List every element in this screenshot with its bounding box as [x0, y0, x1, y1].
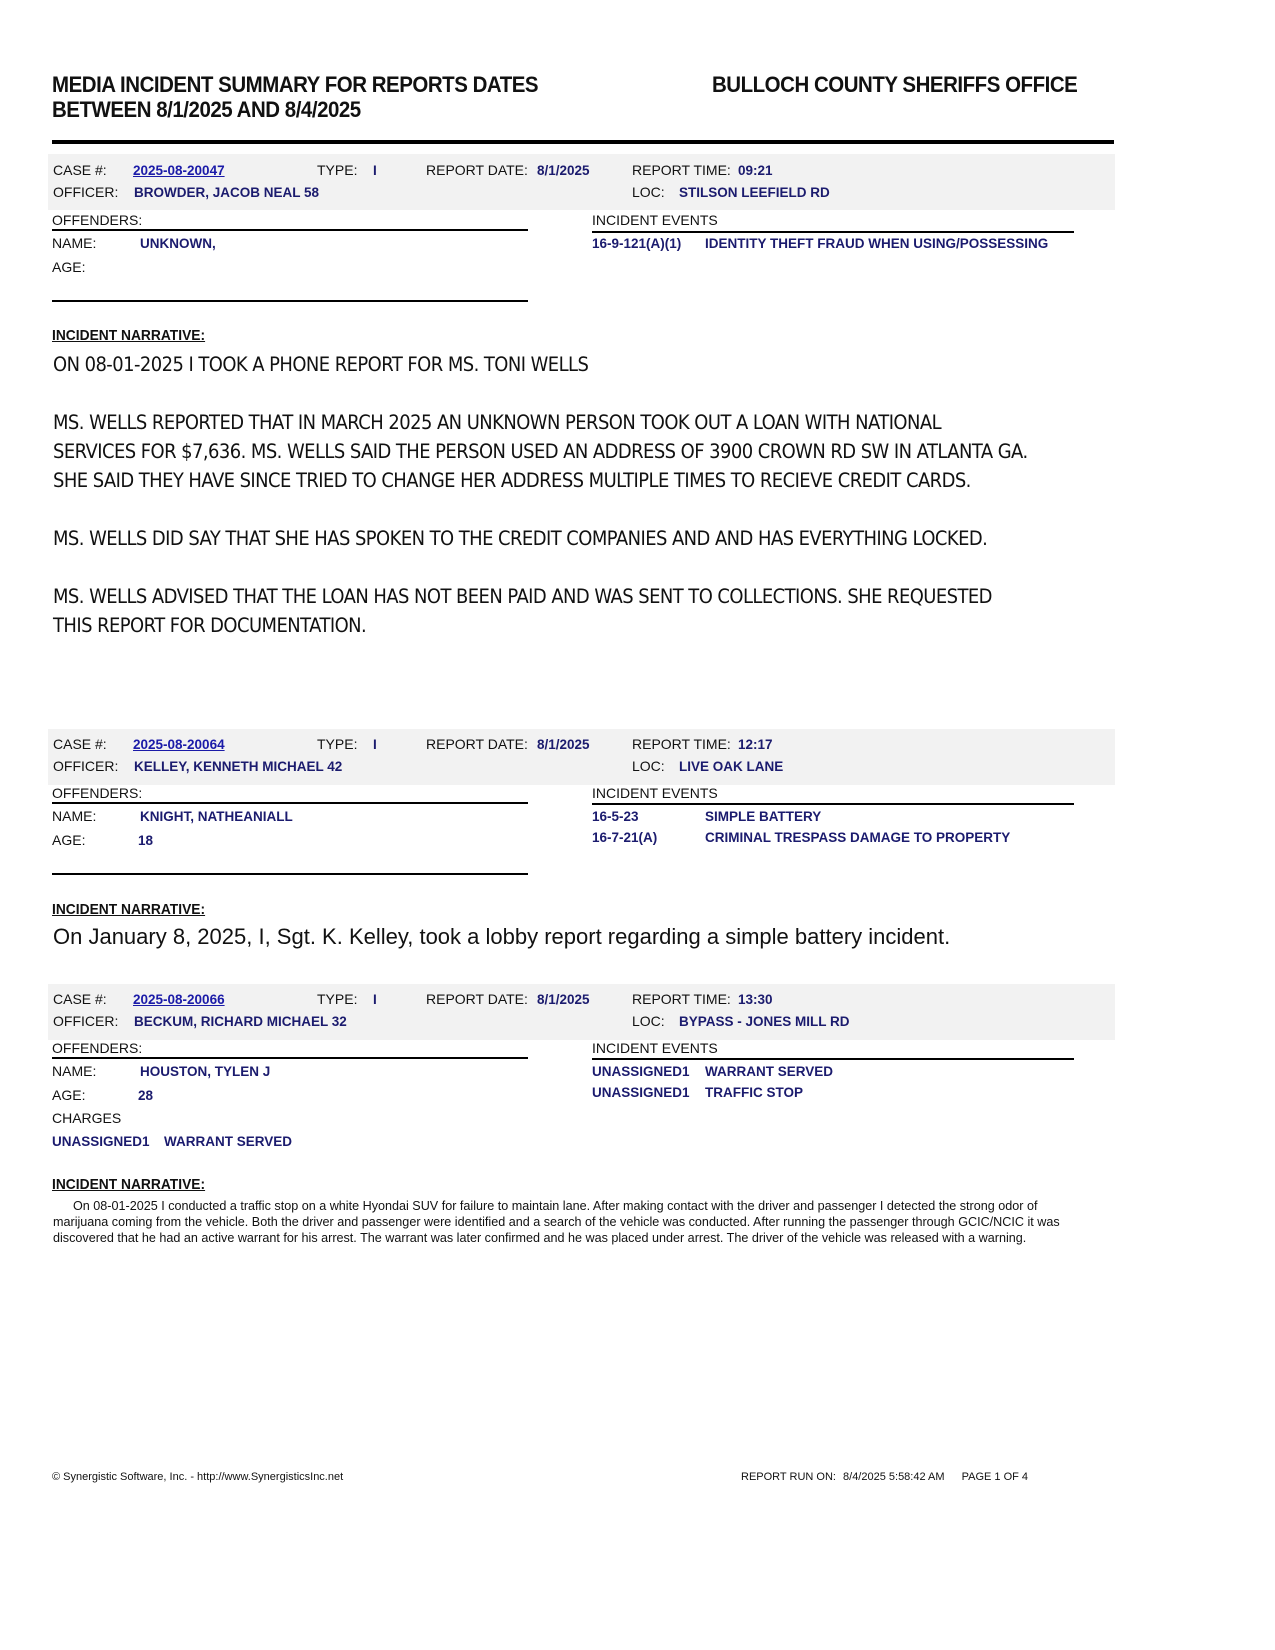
narrative-text: ON 08-01-2025 I TOOK A PHONE REPORT FOR MS. TONI WELLS MS. WELLS REPORTED THAT IN MARCH 2025 AN UNKNOWN PERSON TOOK OUT A LOAN WITH NATIONAL SERVICES FOR $7,636. MS. WELLS SAID THE PERSON USED AN ADDRESS OF 3900 CROWN RD SW IN ATLANTA GA. SHE SAID THEY HAVE SINCE TRIED TO CHANGE HER ADDRESS MULTIPLE TIMES TO RECIEVE CREDIT CARDS. MS. WELLS DID SAY THAT SHE HAS SPOKEN TO THE CREDIT COMPANIES AND AND HAS EVERYTHING LOCKED. MS. WELLS ADVISED THAT THE LOAN HAS NOT BEEN PAID AND WAS SENT TO COLLECTIONS. SHE REQUESTED THIS REPORT FOR DOCUMENTATION. — [53, 353, 1028, 637]
officer-value: BECKUM, RICHARD MICHAEL 32 — [134, 1014, 347, 1029]
report-date-label: REPORT DATE: — [426, 162, 528, 178]
report-time-label: REPORT TIME: — [632, 162, 731, 178]
type-label: TYPE: — [317, 736, 358, 752]
narrative-text: On 08-01-2025 I conducted a traffic stop on a white Hyondai SUV for failure to maintain lane. After making contact with the driver and passenger I detected the strong odor of marijuana coming from the vehicle. Both the driver and passenger were identified and a search of the vehicle was conducted. After running the passenger through GCIC/NCIC it was discovered that he had an active warrant for his arrest. The warrant was later confirmed and he was placed under arrest. The driver of the vehicle was released with a warning. — [53, 1199, 1060, 1245]
offenders-heading: OFFENDERS: — [52, 785, 143, 801]
offender-name-value: HOUSTON, TYLEN J — [140, 1064, 271, 1079]
case-number-link[interactable]: 2025-08-20047 — [133, 163, 225, 178]
officer-label: OFFICER: — [53, 758, 119, 774]
report-run-label: REPORT RUN ON: — [741, 1471, 836, 1483]
location-value: BYPASS - JONES MILL RD — [679, 1014, 850, 1029]
report-time-value: 12:17 — [738, 737, 773, 752]
narrative-heading: INCIDENT NARRATIVE: — [52, 901, 206, 918]
case-number-link[interactable]: 2025-08-20066 — [133, 992, 225, 1007]
incident-events-divider — [592, 1058, 1074, 1060]
type-value: I — [373, 737, 377, 752]
case-number-label: CASE #: — [53, 991, 107, 1007]
incident-events-heading: INCIDENT EVENTS — [592, 212, 718, 228]
officer-value: BROWDER, JACOB NEAL 58 — [134, 185, 320, 200]
report-time-label: REPORT TIME: — [632, 991, 731, 1007]
offender-name-label: NAME: — [52, 235, 97, 251]
offenders-divider — [52, 1057, 528, 1059]
event-code: 16-5-23 — [592, 809, 639, 824]
location-label: LOC: — [632, 758, 665, 774]
event-code: UNASSIGNED1 — [592, 1064, 690, 1079]
footer-run-info — [741, 1471, 1028, 1483]
incident-events-heading: INCIDENT EVENTS — [592, 785, 718, 801]
charges-label: CHARGES — [52, 1110, 122, 1126]
report-time-value: 13:30 — [738, 992, 773, 1007]
location-label: LOC: — [632, 184, 665, 200]
offenders-divider — [52, 229, 528, 231]
offenders-heading: OFFENDERS: — [52, 212, 143, 228]
agency-name: BULLOCH COUNTY SHERIFFS OFFICE — [712, 72, 1078, 97]
event-code: UNASSIGNED1 — [592, 1085, 690, 1100]
type-value: I — [373, 163, 377, 178]
offender-name-label: NAME: — [52, 808, 97, 824]
event-code: 16-7-21(A) — [592, 830, 658, 845]
offender-name-value: UNKNOWN, — [140, 236, 216, 251]
report-title — [52, 72, 647, 122]
incident-events-heading: INCIDENT EVENTS — [592, 1040, 718, 1056]
report-date-label: REPORT DATE: — [426, 736, 528, 752]
report-date-value: 8/1/2025 — [537, 163, 590, 178]
location-value: STILSON LEEFIELD RD — [679, 185, 830, 200]
offender-age-value: 28 — [138, 1088, 154, 1103]
event-description: TRAFFIC STOP — [705, 1085, 804, 1100]
incident-events-divider — [592, 231, 1074, 233]
officer-value: KELLEY, KENNETH MICHAEL 42 — [134, 759, 343, 774]
charge-code: UNASSIGNED1 — [52, 1134, 150, 1149]
offender-age-label: AGE: — [52, 259, 86, 275]
report-time-label: REPORT TIME: — [632, 736, 731, 752]
offenders-end-divider — [52, 873, 528, 875]
type-value: I — [373, 992, 377, 1007]
officer-label: OFFICER: — [53, 184, 119, 200]
offender-age-label: AGE: — [52, 832, 86, 848]
type-label: TYPE: — [317, 162, 358, 178]
charge-description: WARRANT SERVED — [164, 1134, 293, 1149]
report-run-value: 8/4/2025 5:58:42 AM — [843, 1471, 945, 1483]
offenders-divider — [52, 802, 528, 804]
offender-age-value: 18 — [138, 833, 154, 848]
report-time-value: 09:21 — [738, 163, 773, 178]
incident-events-divider — [592, 803, 1074, 805]
report-date-label: REPORT DATE: — [426, 991, 528, 1007]
report-title-line1: MEDIA INCIDENT SUMMARY FOR REPORTS DATES — [52, 72, 539, 97]
report-title-line2: BETWEEN 8/1/2025 AND 8/4/2025 — [52, 97, 361, 122]
case-number-link[interactable]: 2025-08-20064 — [133, 737, 225, 752]
offenders-heading: OFFENDERS: — [52, 1040, 143, 1056]
event-description: WARRANT SERVED — [705, 1064, 834, 1079]
narrative-heading: INCIDENT NARRATIVE: — [52, 327, 206, 344]
offender-age-label: AGE: — [52, 1087, 86, 1103]
event-code: 16-9-121(A)(1) — [592, 236, 682, 251]
case-number-label: CASE #: — [53, 162, 107, 178]
officer-label: OFFICER: — [53, 1013, 119, 1029]
footer-copyright: © Synergistic Software, Inc. - http://www.SynergisticsInc.net — [52, 1471, 344, 1483]
case-number-label: CASE #: — [53, 736, 107, 752]
event-description: IDENTITY THEFT FRAUD WHEN USING/POSSESSING — [705, 236, 1049, 251]
event-description: SIMPLE BATTERY — [705, 809, 822, 824]
offenders-end-divider — [52, 300, 528, 302]
page-indicator: PAGE 1 OF 4 — [961, 1471, 1029, 1483]
event-description: CRIMINAL TRESPASS DAMAGE TO PROPERTY — [705, 830, 1011, 845]
offender-name-value: KNIGHT, NATHEANIALL — [140, 809, 293, 824]
header-divider — [52, 140, 1114, 144]
type-label: TYPE: — [317, 991, 358, 1007]
location-value: LIVE OAK LANE — [679, 759, 784, 774]
narrative-heading: INCIDENT NARRATIVE: — [52, 1176, 206, 1193]
location-label: LOC: — [632, 1013, 665, 1029]
offender-name-label: NAME: — [52, 1063, 97, 1079]
narrative-text: On January 8, 2025, I, Sgt. K. Kelley, took a lobby report regarding a simple battery incident. — [53, 924, 951, 949]
report-date-value: 8/1/2025 — [537, 737, 590, 752]
report-date-value: 8/1/2025 — [537, 992, 590, 1007]
